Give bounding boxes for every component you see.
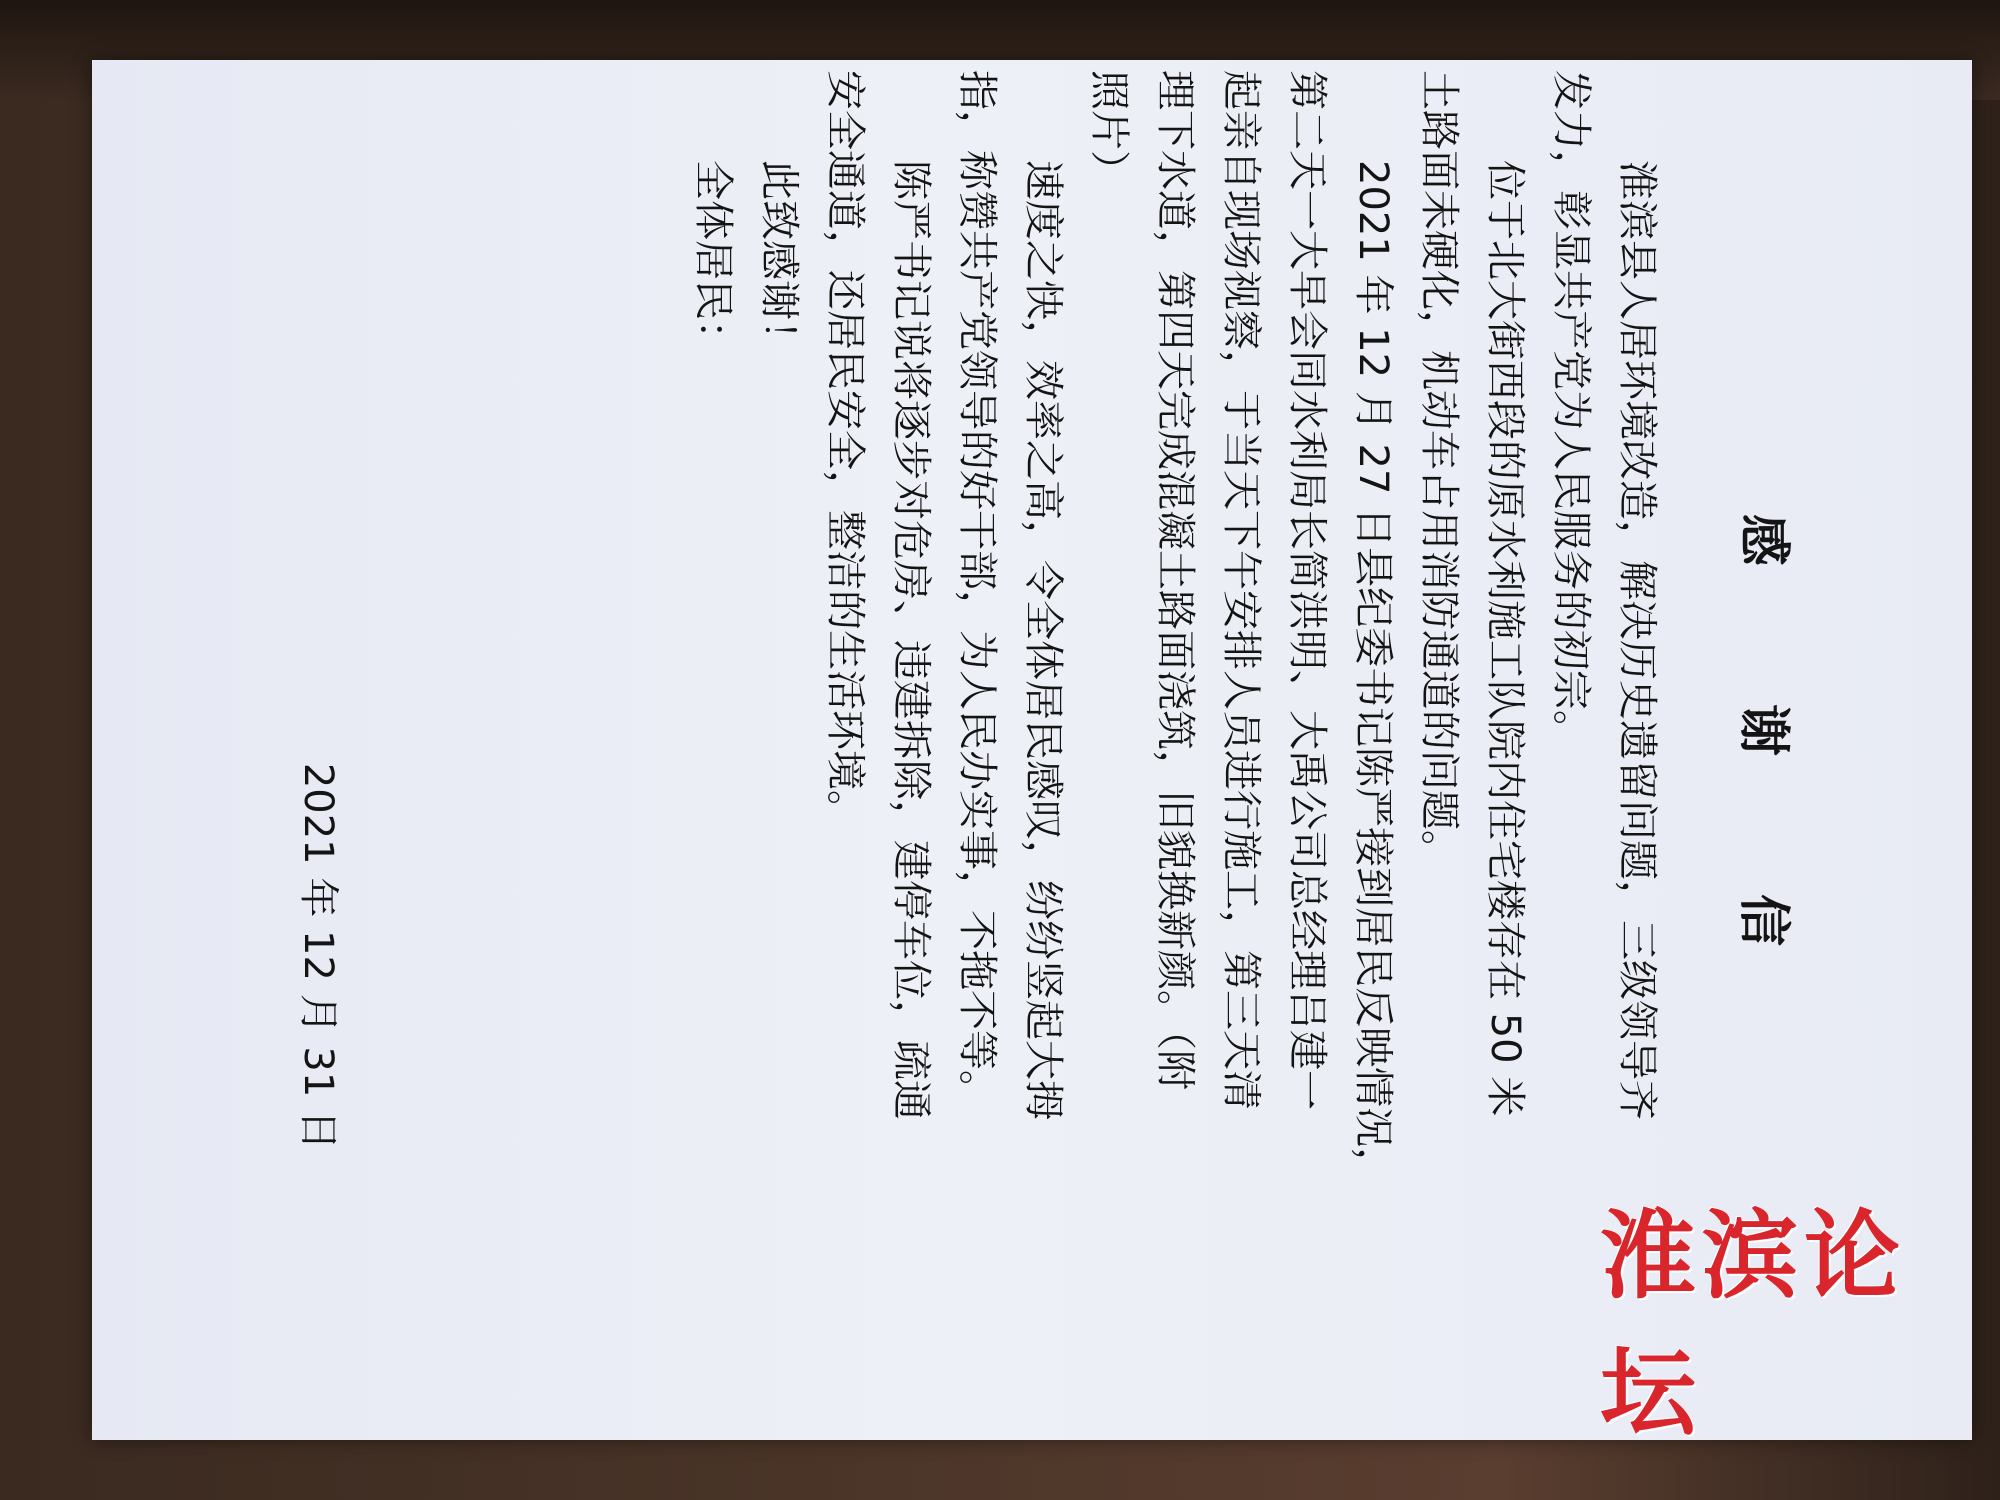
letter-body xyxy=(680,70,1670,1230)
body-line: 第二天一大早会同水利局长简洪明、大禹公司总经理吕建一 xyxy=(1284,70,1330,1110)
body-line: 发力，彰显共产党为人民服务的初宗。 xyxy=(1548,70,1594,750)
body-line: 理下水道，第四天完成混凝土路面浇筑，旧貌换新颜。（附 xyxy=(1152,70,1198,1090)
body-line: 2021 年 12 月 27 日县纪委书记陈严接到居民反映情况， xyxy=(1350,160,1396,1188)
body-line: 照片） xyxy=(1086,70,1132,190)
letter-date: 2021 年 12 月 31 日 xyxy=(295,762,341,1150)
letter-title: 感 谢 信 xyxy=(1733,513,1793,1007)
body-line: 陈严书记说将逐步对危房、违建拆除，建停车位，疏通 xyxy=(888,160,934,1120)
body-line: 土路面未硬化，机动车占用消防通道的问题。 xyxy=(1416,70,1462,870)
body-line: 起亲自现场视察，于当天下午安排人员进行施工，第三天清 xyxy=(1218,70,1264,1110)
forum-watermark: 淮滨论坛 xyxy=(1600,1199,1906,1449)
body-line: 位于北大街西段的原水利施工队院内住宅楼存在 50 米 xyxy=(1482,160,1528,1117)
body-line: 淮滨县人居环境改造，解决历史遗留问题，三级领导齐 xyxy=(1614,160,1660,1120)
body-line: 指，称赞共产党领导的好干部，为人民办实事，不拖不等。 xyxy=(954,70,1000,1110)
closing-line: 此致感谢！ xyxy=(756,160,802,360)
body-line: 速度之快，效率之高，令全体居民感叹，纷纷竖起大拇 xyxy=(1020,160,1066,1120)
body-line: 安全通道，还居民安全，整洁的生活环境。 xyxy=(822,70,868,830)
signature-line: 全体居民： xyxy=(690,160,736,360)
